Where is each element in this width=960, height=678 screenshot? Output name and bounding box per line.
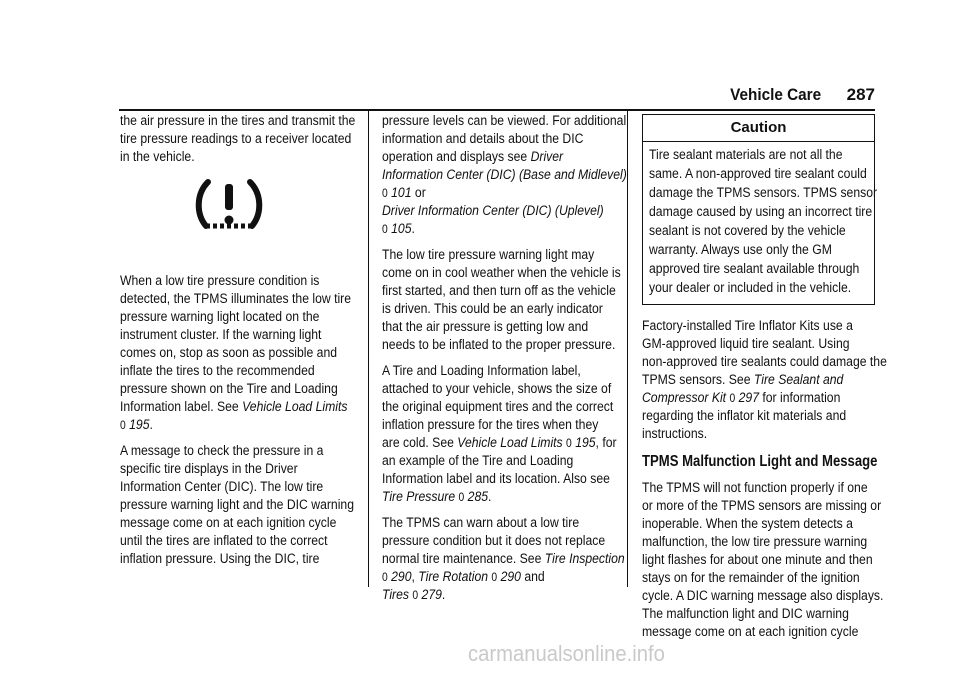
text-line — [382, 202, 604, 220]
tpms-low-pressure-icon — [194, 176, 290, 246]
text-line: or more of the TPMS sensors are missing or — [642, 498, 882, 514]
col1-paragraph-3 — [120, 442, 360, 568]
text-line: The low tire pressure warning light may — [382, 247, 595, 263]
text-line: Factory-installed Tire Inflator Kits use a — [642, 318, 853, 334]
column-1 — [120, 112, 360, 576]
section-title: Vehicle Care — [729, 85, 821, 104]
subheading-text: TPMS Malfunction Light and Message — [642, 453, 878, 470]
section-subheading — [642, 451, 878, 473]
text-line: detected, the TPMS illuminates the low tire — [120, 291, 352, 307]
page-arrow-icon: 0 — [566, 436, 572, 450]
text-line: inflation pressure for the tires when they — [382, 417, 599, 433]
page-reference[interactable]: 285 — [467, 489, 489, 505]
header-rule — [119, 109, 875, 111]
text-line: Tires 0 279. — [382, 587, 446, 603]
column-divider-1 — [368, 111, 369, 587]
text-line: malfunction, the low tire pressure warning — [642, 534, 868, 550]
col1-paragraph-2 — [120, 272, 360, 434]
page-reference[interactable]: 290 — [391, 569, 412, 585]
caution-title: Caution — [643, 115, 874, 142]
text-fragment: for information — [762, 390, 841, 406]
text-line — [642, 389, 842, 407]
page-arrow-icon: 0 — [412, 588, 419, 602]
text-line: the air pressure in the tires and transmit the — [120, 113, 356, 129]
page-reference[interactable]: 290 — [500, 569, 521, 585]
column-2 — [382, 112, 627, 612]
text-fragment: operation and displays see — [382, 149, 528, 165]
page-number: 287 — [846, 85, 875, 104]
text-line — [382, 148, 587, 166]
text-line: warranty. Always use only the GM — [649, 242, 832, 258]
col2-paragraph-3 — [382, 362, 620, 506]
text-fragment: Information label. See — [120, 399, 239, 415]
text-line: your dealer or included in the vehicle. — [649, 280, 852, 296]
page-reference[interactable]: 279 — [421, 587, 442, 603]
text-line: tire pressure readings to a receiver located — [120, 131, 352, 147]
caution-body — [643, 142, 878, 304]
text-line: come on in cool weather when the vehicle is — [382, 265, 621, 281]
text-line: inflation pressure. Using the DIC, tire — [120, 551, 320, 567]
text-fragment: are cold. See — [382, 435, 454, 451]
page-reference[interactable]: 101 — [391, 185, 412, 201]
text-line: A message to check the pressure in a — [120, 443, 324, 459]
text-line: message come on at each ignition cycle — [642, 624, 859, 640]
text-line: pressure shown on the Tire and Loading — [120, 381, 338, 397]
text-line: damage caused by using an incorrect tire — [649, 204, 873, 220]
text-line: pressure warning light and the DIC warning — [120, 497, 354, 513]
text-line: The TPMS will not function properly if one — [642, 480, 868, 496]
page-arrow-icon: 0 — [729, 391, 736, 405]
text-line — [382, 184, 587, 202]
text-line: The malfunction light and DIC warning — [642, 606, 849, 622]
col3-paragraph-1 — [642, 317, 887, 443]
text-line — [642, 371, 842, 389]
text-line — [382, 434, 617, 452]
col3-paragraph-2 — [642, 479, 884, 641]
page-arrow-icon: 0 — [382, 222, 388, 236]
text-line: 0 195. — [120, 417, 153, 433]
page-reference[interactable]: 195 — [129, 417, 150, 433]
text-line: approved tire sealant available through — [649, 261, 860, 277]
text-line: light flashes for about one minute and then — [642, 552, 873, 568]
cross-reference-link[interactable]: Tire Inspection — [544, 551, 625, 567]
cross-reference-link[interactable]: Tire Pressure — [382, 489, 456, 505]
cross-reference-link[interactable]: Vehicle Load Limits — [457, 435, 563, 451]
cross-reference-link[interactable]: Tires — [382, 587, 410, 603]
text-line: message come on at each ignition cycle — [120, 515, 337, 531]
text-fragment: and — [524, 569, 545, 585]
text-line: Information Center (DIC). The low tire — [120, 479, 324, 495]
text-line: Tire Pressure 0 285. — [382, 489, 492, 505]
text-fragment: normal tire maintenance. See — [382, 551, 542, 567]
cross-reference-link[interactable]: Driver — [530, 149, 564, 165]
col1-paragraph-1 — [120, 112, 360, 166]
text-line: information and details about the DIC — [382, 131, 584, 147]
text-line: pressure warning light located on the — [120, 309, 320, 325]
text-line: GM-approved liquid tire sealant. Using — [642, 336, 850, 352]
text-line — [382, 550, 625, 568]
watermark-text: carmanualsonline.info — [468, 641, 665, 666]
text-line: pressure levels can be viewed. For additional — [382, 113, 627, 129]
cross-reference-link[interactable]: Tire Rotation — [418, 569, 489, 585]
page-arrow-icon: 0 — [491, 570, 498, 584]
text-line: 0 290, Tire Rotation 0 290 and — [382, 569, 545, 585]
text-line: instrument cluster. If the warning light — [120, 327, 322, 343]
text-line: instructions. — [642, 426, 708, 442]
text-line: first started, and then turn off as the vehicle — [382, 283, 616, 299]
text-line: cycle. A DIC warning message also displays. — [642, 588, 884, 604]
page-arrow-icon: 0 — [120, 418, 126, 432]
text-line: non-approved tire sealants could damage the — [642, 354, 887, 370]
cross-reference-link[interactable]: Information Center (DIC) (Base and Midlevel) — [382, 167, 627, 183]
text-line: comes on, stop as soon as possible and — [120, 345, 338, 361]
text-line: sealant is not covered by the vehicle — [649, 223, 846, 239]
text-line — [120, 398, 348, 416]
page-reference[interactable]: 105 — [391, 221, 412, 237]
text-fragment: TPMS sensors. See — [642, 372, 751, 388]
text-line: the original equipment tires and the correct — [382, 399, 614, 415]
cross-reference-link[interactable]: Driver Information Center (DIC) (Uplevel) — [382, 203, 604, 219]
text-line: inoperable. When the system detects a — [642, 516, 853, 532]
col2-paragraph-2 — [382, 246, 620, 354]
text-line: Information label and its location. Also see — [382, 471, 610, 487]
cross-reference-link[interactable]: Compressor Kit — [642, 390, 727, 406]
text-line: inflate the tires to the recommended — [120, 363, 315, 379]
col2-paragraph-1 — [382, 112, 627, 238]
text-line: until the tires are inflated to the correct — [120, 533, 328, 549]
text-line: same. A non-approved tire sealant could — [649, 166, 867, 182]
cross-reference-link[interactable]: Vehicle Load Limits — [242, 399, 348, 415]
caution-box — [642, 114, 878, 305]
text-line: attached to your vehicle, shows the size of — [382, 381, 612, 397]
text-line: specific tire displays in the Driver — [120, 461, 298, 477]
text-line: damage the TPMS sensors. TPMS sensor — [649, 185, 878, 201]
text-line: The TPMS can warn about a low tire — [382, 515, 580, 531]
text-line: When a low tire pressure condition is — [120, 273, 320, 289]
column-divider-2 — [627, 111, 628, 587]
col2-paragraph-4 — [382, 514, 625, 604]
text-fragment: or — [414, 185, 426, 201]
text-line: needs to be inflated to the proper pressure. — [382, 337, 616, 353]
text-line: is driven. This could be an early indicator — [382, 301, 603, 317]
text-fragment: , for — [595, 435, 617, 451]
text-line: pressure condition but it does not replace — [382, 533, 606, 549]
text-line: A Tire and Loading Information label, — [382, 363, 581, 379]
page-arrow-icon: 0 — [382, 570, 388, 584]
column-3 — [642, 114, 887, 649]
text-line: in the vehicle. — [120, 149, 195, 165]
text-line: stays on for the remainder of the ignition — [642, 570, 860, 586]
text-line: Tire sealant materials are not all the — [649, 147, 843, 163]
cross-reference-link[interactable]: Tire Sealant and — [753, 372, 844, 388]
text-line: regarding the inflator kit materials and — [642, 408, 847, 424]
text-line: 0 105. — [382, 221, 415, 237]
page-reference[interactable]: 195 — [575, 435, 596, 451]
text-line: an example of the Tire and Loading — [382, 453, 574, 469]
page-arrow-icon: 0 — [382, 186, 388, 200]
text-line: that the air pressure is getting low and — [382, 319, 589, 335]
page-header — [0, 85, 875, 111]
page-arrow-icon: 0 — [458, 490, 465, 504]
text-line — [382, 166, 627, 184]
page-reference[interactable]: 297 — [738, 390, 759, 406]
